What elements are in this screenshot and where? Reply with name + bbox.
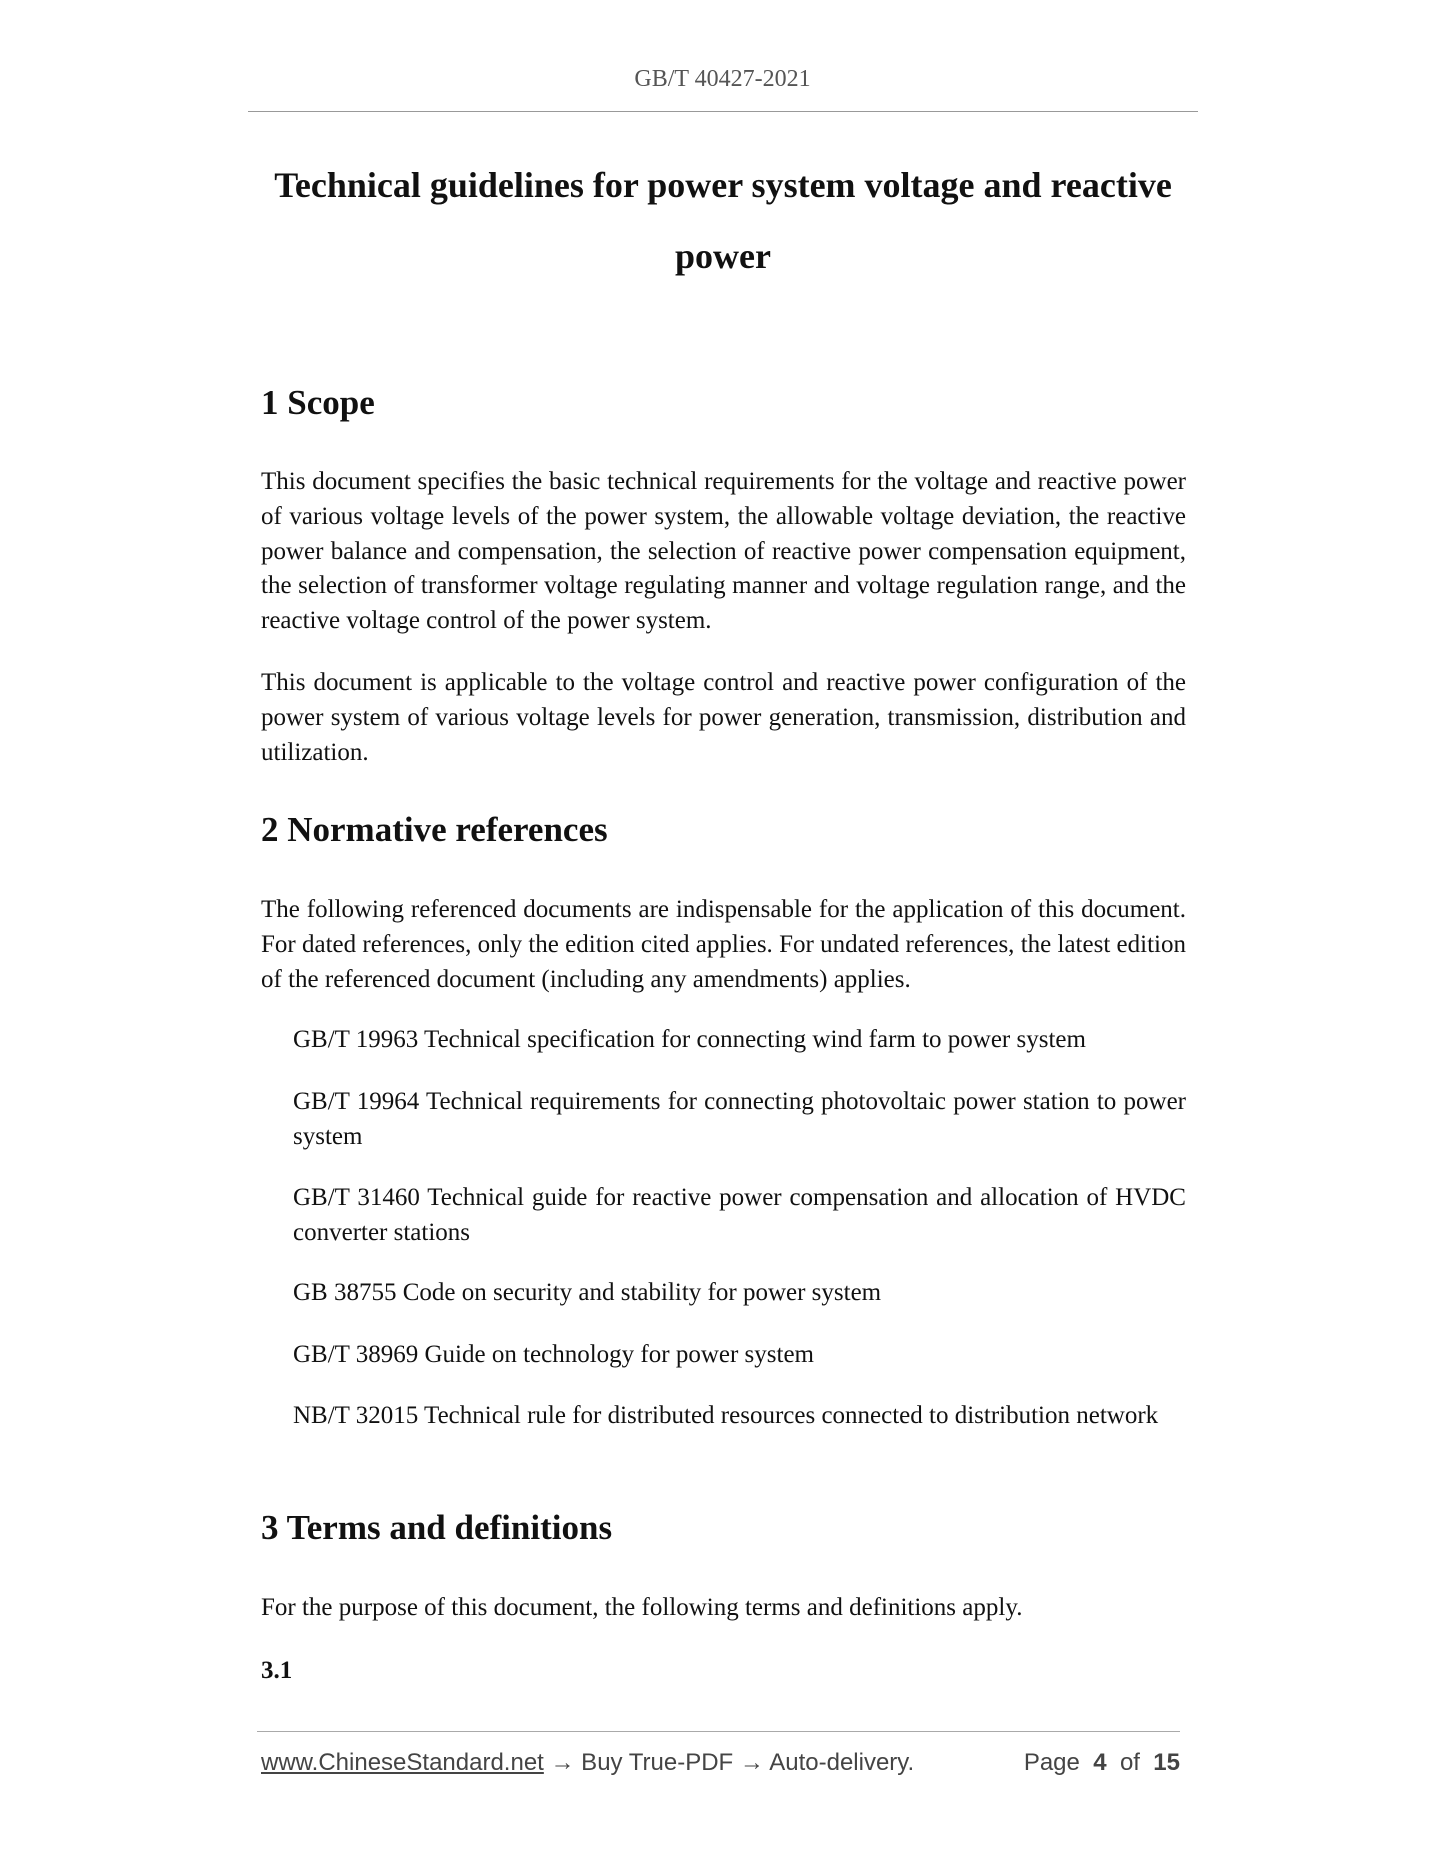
reference-item: GB/T 19963 Technical specification for connecting wind farm to power system xyxy=(293,1026,1086,1053)
page-label: Page xyxy=(1023,1749,1080,1776)
section-heading-normative-references: 2 Normative references xyxy=(261,810,608,849)
paragraph: This document specifies the basic technical requirements for the voltage and reactive power of various voltage levels of the power system, the allowable voltage deviation, the reactive power balance and compensation, the selection of reactive power compensation equipment, the selection of transformer voltage regulating manner and voltage regulation range, and the reactive voltage control of the power system. xyxy=(261,468,1186,635)
subclause-number: 3.1 xyxy=(261,1657,293,1684)
of-label: of xyxy=(1119,1749,1140,1776)
paragraph: This document is applicable to the voltage control and reactive power configuration of the power system of various voltage levels for power generation, transmission, distribution and utilization. xyxy=(261,669,1186,766)
footer-text: → Buy True-PDF → Auto-delivery. xyxy=(543,1749,915,1776)
section-heading-terms-definitions: 3 Terms and definitions xyxy=(261,1508,613,1547)
header-divider xyxy=(248,111,1198,112)
website-link[interactable]: www.ChineseStandard.net xyxy=(261,1749,544,1776)
paragraph: The following referenced documents are indispensable for the application of this document. For dated references, only the edition cited applies. For undated references, the latest edition of the referenced document (including any amendments) applies. xyxy=(261,896,1186,993)
footer xyxy=(261,1749,1180,1777)
footer-divider xyxy=(257,1731,1180,1732)
reference-item: GB/T 31460 Technical guide for reactive power compensation and allocation of HVDC converter stations xyxy=(293,1184,1186,1246)
reference-item: NB/T 32015 Technical rule for distributed resources connected to distribution network xyxy=(293,1402,1159,1429)
reference-item: GB/T 19964 Technical requirements for connecting photovoltaic power station to power system xyxy=(293,1088,1186,1150)
reference-item: GB 38755 Code on security and stability for power system xyxy=(293,1279,882,1306)
total-pages: 15 xyxy=(1153,1749,1180,1776)
page-indicator xyxy=(1024,1749,1180,1777)
paragraph: For the purpose of this document, the following terms and definitions apply. xyxy=(261,1594,1023,1621)
current-page: 4 xyxy=(1093,1749,1107,1776)
reference-item: GB/T 38969 Guide on technology for power system xyxy=(293,1341,814,1368)
running-header: GB/T 40427-2021 xyxy=(634,66,811,92)
footer-promo xyxy=(261,1749,914,1777)
document-title: Technical guidelines for power system voltage and reactive power xyxy=(274,165,1172,276)
section-heading-scope: 1 Scope xyxy=(261,383,375,422)
